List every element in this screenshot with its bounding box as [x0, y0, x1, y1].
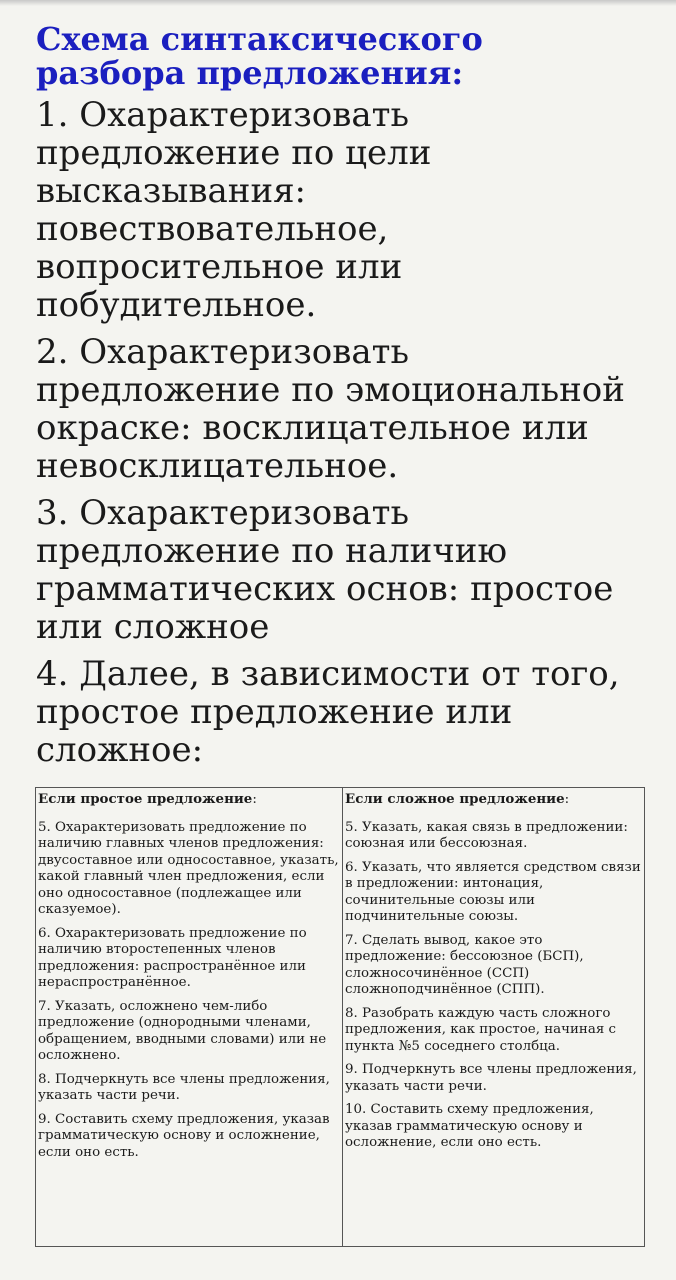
complex-column-header	[345, 791, 642, 809]
complex-item-10: 10. Составить схему предложения, указав грамматическую основу и осложнение, если оно есть.	[345, 1102, 594, 1150]
complex-item-5: 5. Указать, какая связь в предложении: союзная или бессоюзная.	[345, 819, 628, 851]
step-4: 4. Далее, в зависимости от того, простое предложение или сложное:	[36, 654, 620, 770]
complex-header-suffix: :	[564, 792, 570, 807]
simple-header-text: Если простое предложение	[38, 791, 253, 807]
simple-item-9: 9. Составить схему предложения, указав грамматическую основу и осложнение, если оно есть.	[38, 1111, 330, 1160]
analysis-table	[35, 787, 645, 1247]
simple-item-7: 7. Указать, осложнено чем-либо предложение (однородными членами, обращением, вводными словами) или не осложнено.	[38, 998, 327, 1063]
page-title: Схема синтаксического разбора предложения:	[36, 20, 483, 92]
step-3: 3. Охарактеризовать предложение по наличию грамматических основ: простое или сложное	[36, 493, 614, 647]
step-2: 2. Охарактеризовать предложение по эмоциональной окраске: восклицательное или невосклицательное.	[36, 332, 625, 486]
complex-item-6: 6. Указать, что является средством связи в предложении: интонация, сочинительные союзы или подчинительные союзы.	[345, 859, 641, 924]
step-1: 1. Охарактеризовать предложение по цели высказывания: повествовательное, вопросительное или побудительное.	[36, 95, 432, 325]
simple-header-suffix: :	[252, 792, 257, 807]
table-row	[36, 788, 645, 1247]
top-divider	[0, 0, 676, 6]
document-body	[36, 22, 646, 778]
complex-item-8: 8. Разобрать каждую часть сложного предложения, как простое, начиная с пункта №5 соседнего столбца.	[345, 1005, 617, 1054]
simple-item-6: 6. Охарактеризовать предложение по наличию второстепенных членов предложения: распространённое или нераспространённое.	[38, 925, 307, 990]
complex-header-text: Если сложное предложение	[345, 791, 565, 807]
complex-item-7: 7. Сделать вывод, какое это предложение: бессоюзное (БСП), сложносочинённое (ССП) сложноподчинённое (СПП).	[345, 932, 584, 997]
simple-sentence-column	[36, 788, 343, 1247]
complex-item-9: 9. Подчеркнуть все члены предложения, указать части речи.	[345, 1062, 637, 1094]
simple-column-header	[38, 791, 340, 809]
simple-item-8: 8. Подчеркнуть все члены предложения, указать части речи.	[38, 1071, 330, 1103]
simple-item-5: 5. Охарактеризовать предложение по наличию главных членов предложения: двусоставное или односоставное, указать, какой главный член предложения, если оно односоставное (подлежащее или сказуемое).	[38, 819, 339, 917]
complex-sentence-column	[343, 788, 645, 1247]
